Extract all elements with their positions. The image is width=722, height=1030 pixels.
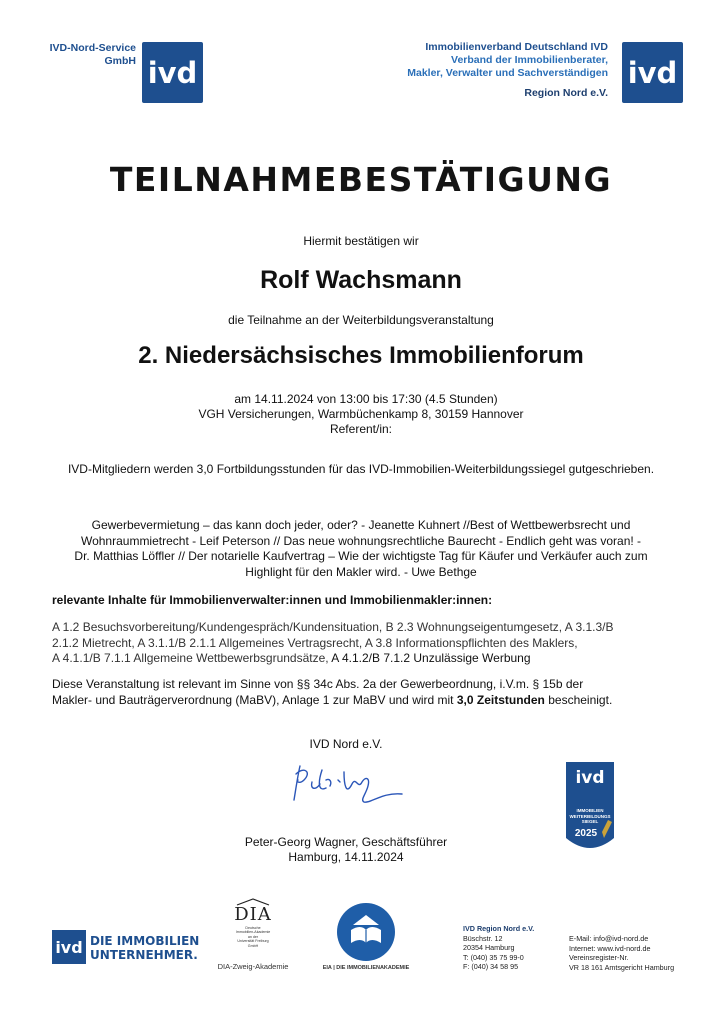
dia-small-line: Universität Freiburg [237,939,269,944]
eia-caption: EIA | DIE IMMOBILIENAKADEMIE [322,965,410,971]
event-title: 2. Niedersächsisches Immobilienforum [138,342,584,369]
dia-small-line: Deutsche [245,926,261,930]
legal-text [52,676,612,708]
signer-name: Peter-Georg Wagner, Geschäftsführer [244,835,448,849]
relevant-line: A 1.2 Besuchsvorbereitung/Kundengespräch/Kundensituation, B 2.3 Wohnungseigentumgesetz, A 3.1.3/B [52,620,614,634]
dia-small-line: Immobilien-Akademie [235,930,271,935]
address-line: Büschstr. 12 [463,933,503,943]
topic-line: Gewerbevermietung – das kann doch jeder, oder? - Jeanette Kuhnert //Best of Wettbewerbsrecht und [91,518,631,532]
weiterbildungs-siegel [566,762,614,856]
certificate-title: TEILNAHMEBESTÄTIGUNG [109,160,613,199]
participation-text: die Teilnahme an der Weiterbildungsveranstaltung [228,313,494,327]
contact-register-label: Vereinsregister-Nr. [569,953,629,962]
event-date-line: am 14.11.2024 von 13:00 bis 17:30 (4.5 Stunden) [234,392,498,406]
dia-caption: DIA-Zweig-Akademie [217,962,289,971]
footer-contact [569,934,674,972]
ivd-footer-logo-text: ivd [55,937,83,957]
legal-line2-pre: Makler- und Bauträgerverordnung (MaBV), Anlage 1 zur MaBV und wird mit [52,693,454,707]
contact-register-number: VR 18 161 Amtsgericht Hamburg [569,962,675,972]
topic-line: Dr. Matthias Löffler // Der notarielle Kaufvertrag – Wie der wichtigste Tag für Käufer und Verkäufer auch zum [74,549,648,563]
address-line: 20354 Hamburg [463,943,515,952]
ivd-tagline-line1: DIE IMMOBILIEN [90,934,200,948]
credit-note: IVD-Mitgliedern werden 3,0 Fortbildungsstunden für das IVD-Immobilien-Weiterbildungssiegel gutgeschrieben. [67,462,655,476]
handwritten-signature [282,760,412,810]
seal-line1: IMMOBILIEN [576,808,604,813]
right-org-line2: Verband der Immobilienberater, [451,54,608,66]
eia-logo [337,903,395,961]
ivd-footer-tagline [90,934,199,962]
ivd-footer-logo [52,930,86,964]
topics [0,518,722,580]
speaker-label: Referent/in: [329,422,393,436]
ivd-logo-left [142,42,203,103]
ivd-tagline-line2: UNTERNEHMER. [90,948,198,962]
relevant-line: 2.1.2 Mietrecht, A 3.1.1/B 2.1.1 Allgemeines Vertragsrecht, A 3.8 Informationspflichten des Maklers, [52,635,578,650]
event-details [0,392,722,437]
left-org-line2: GmbH [104,55,136,67]
right-org-line3: Makler, Verwalter und Sachverständigen [407,67,608,79]
footer-address [463,924,534,972]
relevant-line: A 4.1.1/B 7.1.1 Allgemeine Wettbewerbsgrundsätze, [52,651,329,665]
signer-block [206,835,486,865]
event-location: VGH Versicherungen, Warmbüchenkamp 8, 30159 Hannover [198,407,524,421]
legal-line2-post: bescheinigt. [548,693,613,707]
ivd-logo-right [622,42,683,103]
relevant-line-last: A 4.1.2/B 7.1.2 Unzulässige Werbung [331,651,531,665]
book-house-icon [337,903,395,961]
left-org-name [38,42,136,68]
right-org-line1: Immobilienverband Deutschland IVD [425,41,608,53]
address-org: IVD Region Nord e.V. [463,924,535,933]
relevant-content [52,620,614,667]
intro-text: Hiermit bestätigen wir [303,234,419,248]
dia-logo [222,898,284,948]
signature-place-date: Hamburg, 14.11.2024 [288,850,404,864]
relevant-heading: relevante Inhalte für Immobilienverwalter:innen und Immobilienmakler:innen: [52,593,493,607]
topic-line: Highlight für den Makler wird. - Uwe Bethge [245,564,477,579]
right-org-line4: Region Nord e.V. [524,87,608,99]
seal-line3: SIEGEL [581,819,599,824]
contact-email: E-Mail: info@ivd-nord.de [569,934,649,943]
contact-website: Internet: www.ivd-nord.de [569,943,651,953]
seal-line2: WEITERBILDUNGS [569,813,611,819]
seal-logo: ivd [575,768,605,788]
seal-year: 2025 [574,828,598,839]
topic-line: Wohnraummietrecht - Leif Peterson // Das neue wohnungsrechtliche Baurecht - Endlich geht was voran! - [80,533,642,548]
participant-name: Rolf Wachsmann [260,266,462,294]
legal-line1: Diese Veranstaltung ist relevant im Sinne von §§ 34c Abs. 2a der Gewerbeordnung, i.V.m. § 15b der [52,677,584,691]
dia-logo-text: DIA [234,904,272,925]
left-org-line1: IVD-Nord-Service [49,42,136,54]
legal-hours: 3,0 Zeitstunden [456,693,545,707]
ivd-logo-left-text: ivd [147,55,198,90]
address-fax: F: (040) 34 58 95 [463,962,519,971]
signature-org: IVD Nord e.V. [309,737,383,751]
dia-small-line: an der [247,934,259,939]
dia-small-line: GmbH [247,943,259,948]
address-phone: T: (040) 35 75 99-0 [463,952,524,962]
right-org-name [380,41,608,100]
ivd-logo-right-text: ivd [627,55,678,90]
